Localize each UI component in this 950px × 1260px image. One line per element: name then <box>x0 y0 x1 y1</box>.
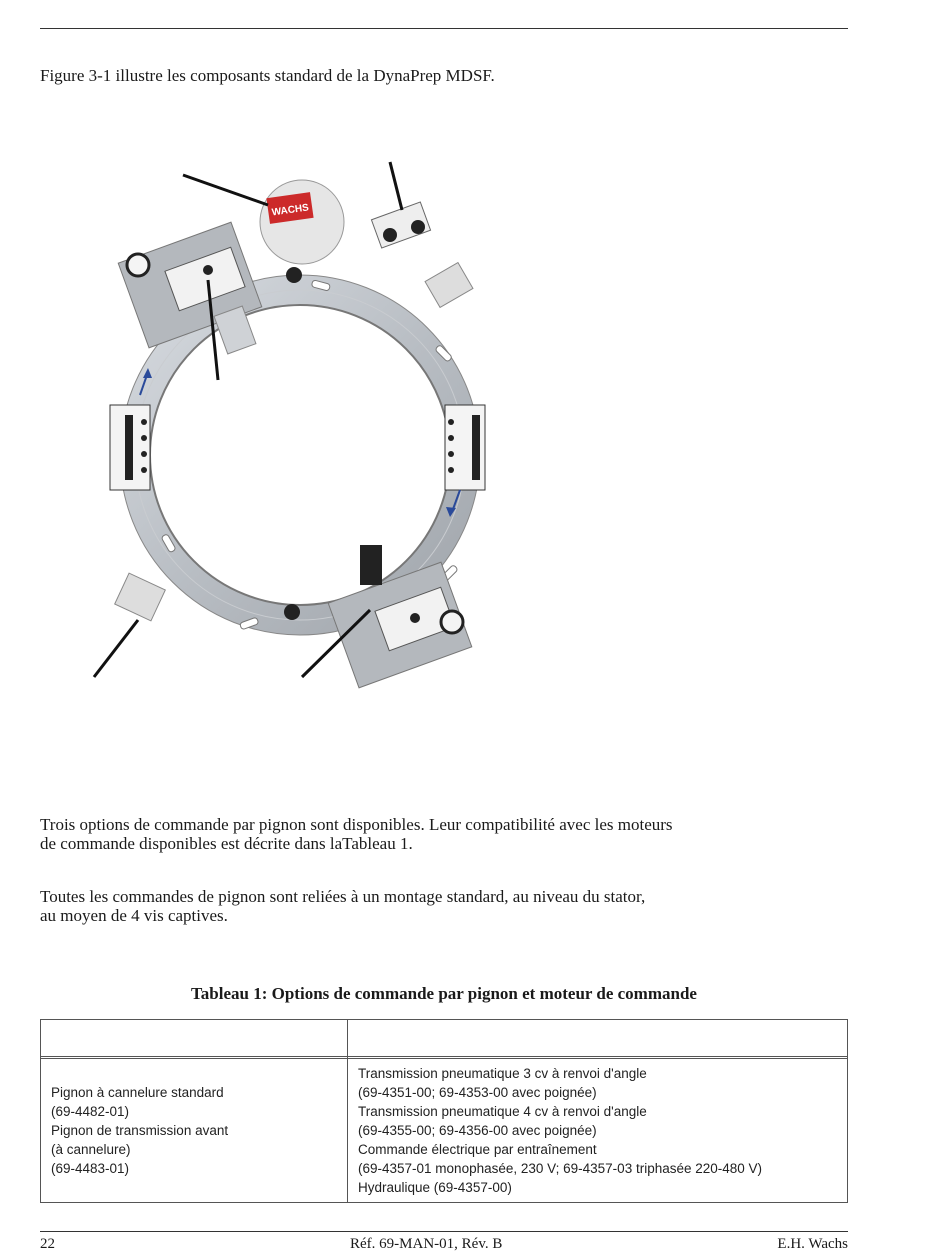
table-header-cell <box>348 1020 848 1057</box>
drive-motor-line: Hydraulique (69-4357-00) <box>358 1180 512 1195</box>
drive-motors-cell <box>348 1059 848 1203</box>
pinion-option-line: (69-4482-01) <box>51 1104 130 1119</box>
pinion-option-line: (69-4483-01) <box>51 1161 130 1176</box>
options-table <box>40 1019 848 1203</box>
drive-motor-line: Transmission pneumatique 4 cv à renvoi d'angle <box>358 1104 647 1119</box>
pinion-option-line: Pignon à cannelure standard <box>51 1085 224 1100</box>
drive-motor-line: (69-4351-00; 69-4353-00 avec poignée) <box>358 1085 597 1100</box>
pinion-option-line: (à cannelure) <box>51 1142 131 1157</box>
drive-motor-line: Commande électrique par entraînement <box>358 1142 597 1157</box>
intro-text: Figure 3-1 illustre les composants standard de la DynaPrep MDSF. <box>40 66 495 85</box>
machine-figure <box>80 150 520 690</box>
paragraph-line: Toutes les commandes de pignon sont reliées à un montage standard, au niveau du stator, <box>40 887 646 906</box>
page-number: 22 <box>40 1236 55 1252</box>
header-rule <box>40 28 848 29</box>
drive-motor-line: (69-4355-00; 69-4356-00 avec poignée) <box>358 1123 597 1138</box>
pinion-options-cell <box>41 1059 348 1203</box>
pinion-option-line: Pignon de transmission avant <box>51 1123 229 1138</box>
drive-motor-line: Transmission pneumatique 3 cv à renvoi d'angle <box>358 1066 647 1081</box>
paragraph-line: au moyen de 4 vis captives. <box>40 906 228 925</box>
paragraph-pinion-options <box>40 815 840 853</box>
document-reference: Réf. 69-MAN-01, Rév. B <box>350 1236 503 1252</box>
company-name: E.H. Wachs <box>777 1236 848 1252</box>
wachs-logo-text: WACHS <box>271 202 310 219</box>
table-header-row <box>41 1020 848 1057</box>
paragraph-mounting <box>40 887 840 925</box>
paragraph-line: Trois options de commande par pignon sont disponibles. Leur compatibilité avec les moteurs <box>40 815 673 834</box>
footer-rule <box>40 1231 848 1232</box>
table-header-cell <box>41 1020 348 1057</box>
drive-motor-line: (69-4357-01 monophasée, 230 V; 69-4357-03 triphasée 220-480 V) <box>358 1161 763 1176</box>
table-caption: Tableau 1: Options de commande par pignon et moteur de commande <box>191 984 697 1003</box>
paragraph-line: de commande disponibles est décrite dans laTableau 1. <box>40 834 413 853</box>
table-row <box>41 1059 848 1203</box>
